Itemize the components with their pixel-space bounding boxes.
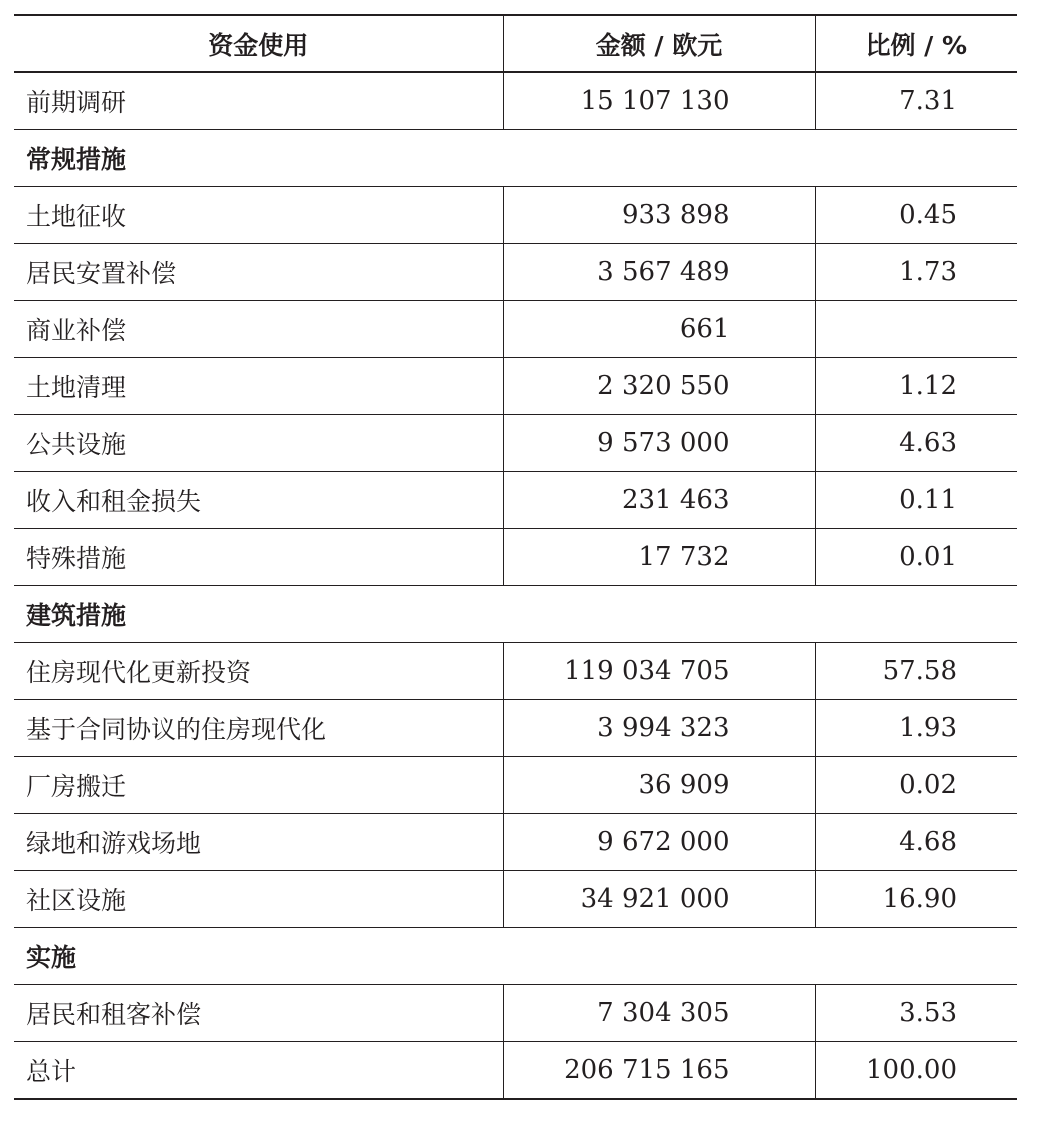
table-row [14, 814, 1017, 871]
table-row [14, 871, 1017, 928]
item-name-cell: 公共设施 [14, 415, 503, 472]
amount-cell: 15 107 130 [503, 72, 815, 130]
table-header [14, 15, 1017, 72]
section-title: 建筑措施 [14, 586, 1017, 643]
funding-table [14, 14, 1017, 1100]
table-row [14, 415, 1017, 472]
amount-cell: 9 573 000 [503, 415, 815, 472]
table-row [14, 643, 1017, 700]
section-title: 常规措施 [14, 130, 1017, 187]
percent-cell: 0.45 [815, 187, 1017, 244]
item-name-cell: 绿地和游戏场地 [14, 814, 503, 871]
item-name-cell: 总计 [14, 1042, 503, 1100]
item-name-cell: 收入和租金损失 [14, 472, 503, 529]
amount-cell: 206 715 165 [503, 1042, 815, 1100]
amount-cell: 661 [503, 301, 815, 358]
table-row [14, 358, 1017, 415]
item-name-cell: 特殊措施 [14, 529, 503, 586]
item-name-cell: 社区设施 [14, 871, 503, 928]
percent-cell: 16.90 [815, 871, 1017, 928]
amount-cell: 3 567 489 [503, 244, 815, 301]
amount-cell: 17 732 [503, 529, 815, 586]
table-row [14, 244, 1017, 301]
header-use: 资金使用 [14, 15, 503, 72]
percent-cell: 4.63 [815, 415, 1017, 472]
header-row [14, 15, 1017, 72]
table-row [14, 472, 1017, 529]
amount-cell: 34 921 000 [503, 871, 815, 928]
percent-cell: 1.73 [815, 244, 1017, 301]
item-name-cell: 厂房搬迁 [14, 757, 503, 814]
percent-cell: 3.53 [815, 985, 1017, 1042]
table-row [14, 1042, 1017, 1100]
table-row [14, 757, 1017, 814]
percent-cell: 100.00 [815, 1042, 1017, 1100]
section-row [14, 130, 1017, 187]
table-row [14, 72, 1017, 130]
section-title: 实施 [14, 928, 1017, 985]
amount-cell: 231 463 [503, 472, 815, 529]
percent-cell: 57.58 [815, 643, 1017, 700]
item-name-cell: 居民和租客补偿 [14, 985, 503, 1042]
amount-cell: 36 909 [503, 757, 815, 814]
section-row [14, 928, 1017, 985]
amount-cell: 7 304 305 [503, 985, 815, 1042]
amount-cell: 119 034 705 [503, 643, 815, 700]
item-name-cell: 住房现代化更新投资 [14, 643, 503, 700]
section-row [14, 586, 1017, 643]
item-name-cell: 基于合同协议的住房现代化 [14, 700, 503, 757]
percent-cell: 0.02 [815, 757, 1017, 814]
table-row [14, 529, 1017, 586]
item-name-cell: 居民安置补偿 [14, 244, 503, 301]
amount-cell: 933 898 [503, 187, 815, 244]
amount-cell: 2 320 550 [503, 358, 815, 415]
amount-cell: 3 994 323 [503, 700, 815, 757]
item-name-cell: 土地清理 [14, 358, 503, 415]
percent-cell: 7.31 [815, 72, 1017, 130]
percent-cell: 1.12 [815, 358, 1017, 415]
percent-cell: 4.68 [815, 814, 1017, 871]
percent-cell [815, 301, 1017, 358]
item-name-cell: 前期调研 [14, 72, 503, 130]
percent-cell: 0.01 [815, 529, 1017, 586]
table-row [14, 985, 1017, 1042]
table-row [14, 301, 1017, 358]
percent-cell: 1.93 [815, 700, 1017, 757]
item-name-cell: 土地征收 [14, 187, 503, 244]
amount-cell: 9 672 000 [503, 814, 815, 871]
table-row [14, 700, 1017, 757]
header-percent: 比例 / % [815, 15, 1017, 72]
table-row [14, 187, 1017, 244]
table-body [14, 72, 1017, 1099]
percent-cell: 0.11 [815, 472, 1017, 529]
header-amount: 金额 / 欧元 [503, 15, 815, 72]
item-name-cell: 商业补偿 [14, 301, 503, 358]
